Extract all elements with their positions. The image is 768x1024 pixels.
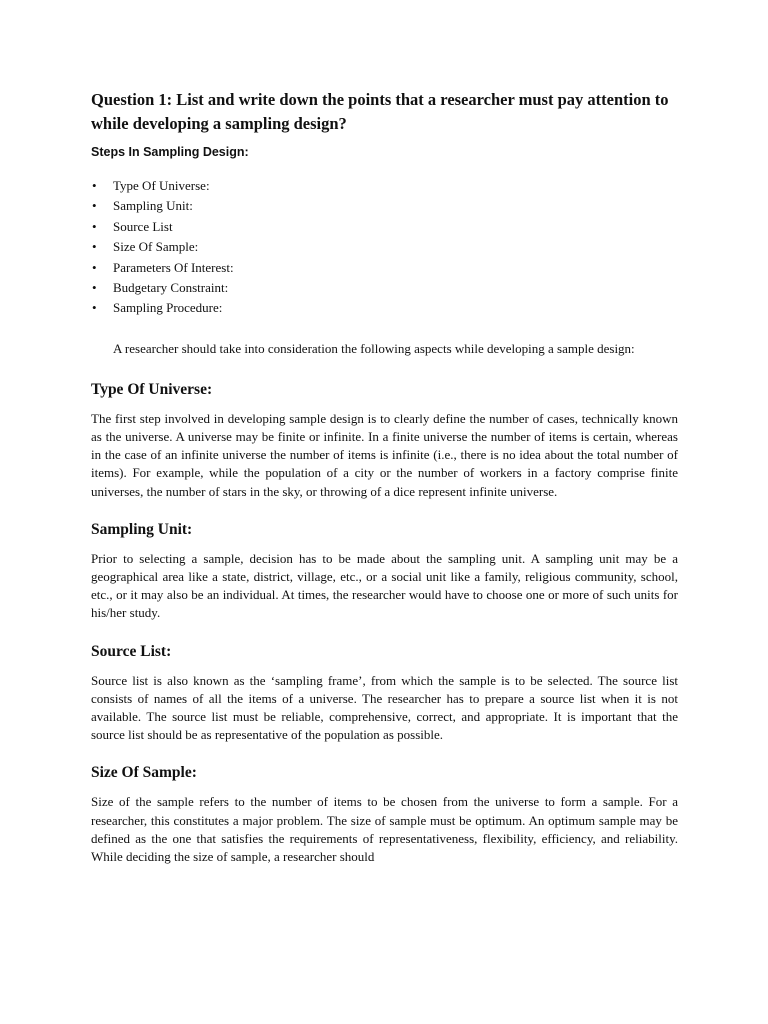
document-page [91, 88, 678, 866]
list-item: • Size Of Sample: [91, 237, 678, 257]
steps-list [91, 176, 678, 319]
section-text-source-list: Source list is also known as the ‘sampling frame’, from which the sample is to be selected. The source list consists of names of all the items of a universe. The researcher has to prepare a source list when it is not available. The source list must be reliable, comprehensive, correct, and appropriate. It is important that the source list should be as representative of the population as possible. [91, 672, 678, 743]
section-heading-type-of-universe: Type Of Universe: [91, 380, 213, 398]
section-heading-sampling-unit: Sampling Unit: [91, 520, 193, 538]
section-text-type-of-universe: The first step involved in developing sample design is to clearly define the number of cases, technically known as the universe. A universe may be finite or infinite. In a finite universe the number of items is certain, whereas in the case of an infinite universe the number of items is infinite (i.e., there is no idea about the total number of items). For example, while the population of a city or the number of workers in a factory comprise finite universes, the number of stars in the sky, or throwing of a dice represent infinite universe. [91, 410, 678, 499]
section-heading-size-of-sample: Size Of Sample: [91, 764, 197, 782]
list-item: • Parameters Of Interest: [91, 258, 678, 278]
question-heading: Question 1: List and write down the points that a researcher must pay attention to while developing a sampling design? [91, 90, 669, 133]
section-text-size-of-sample: Size of the sample refers to the number of items to be chosen from the universe to form a sample. For a researcher, this constitutes a major problem. The size of sample must be optimum. An optimum sample may be defined as the one that satisfies the requirements of representativeness, flexibility, efficiency, and reliability. While deciding the size of sample, a researcher should [91, 794, 678, 865]
section-heading-source-list: Source List: [91, 642, 172, 660]
list-item: • Source List [91, 217, 678, 237]
section-text-sampling-unit: Prior to selecting a sample, decision has to be made about the sampling unit. A sampling unit may be a geographical area like a state, district, village, etc., or a social unit like a family, religious community, school, etc., or it may also be an individual. At times, the researcher would have to choose one or more of such units for his/her study. [91, 550, 678, 621]
list-item: • Type Of Universe: [91, 176, 678, 196]
list-item: • Sampling Procedure: [91, 298, 678, 318]
steps-heading: Steps In Sampling Design: [91, 145, 249, 159]
intro-paragraph: A researcher should take into consideration the following aspects while developing a sample design: [113, 340, 635, 356]
list-item: • Budgetary Constraint: [91, 278, 678, 298]
list-item: • Sampling Unit: [91, 196, 678, 216]
